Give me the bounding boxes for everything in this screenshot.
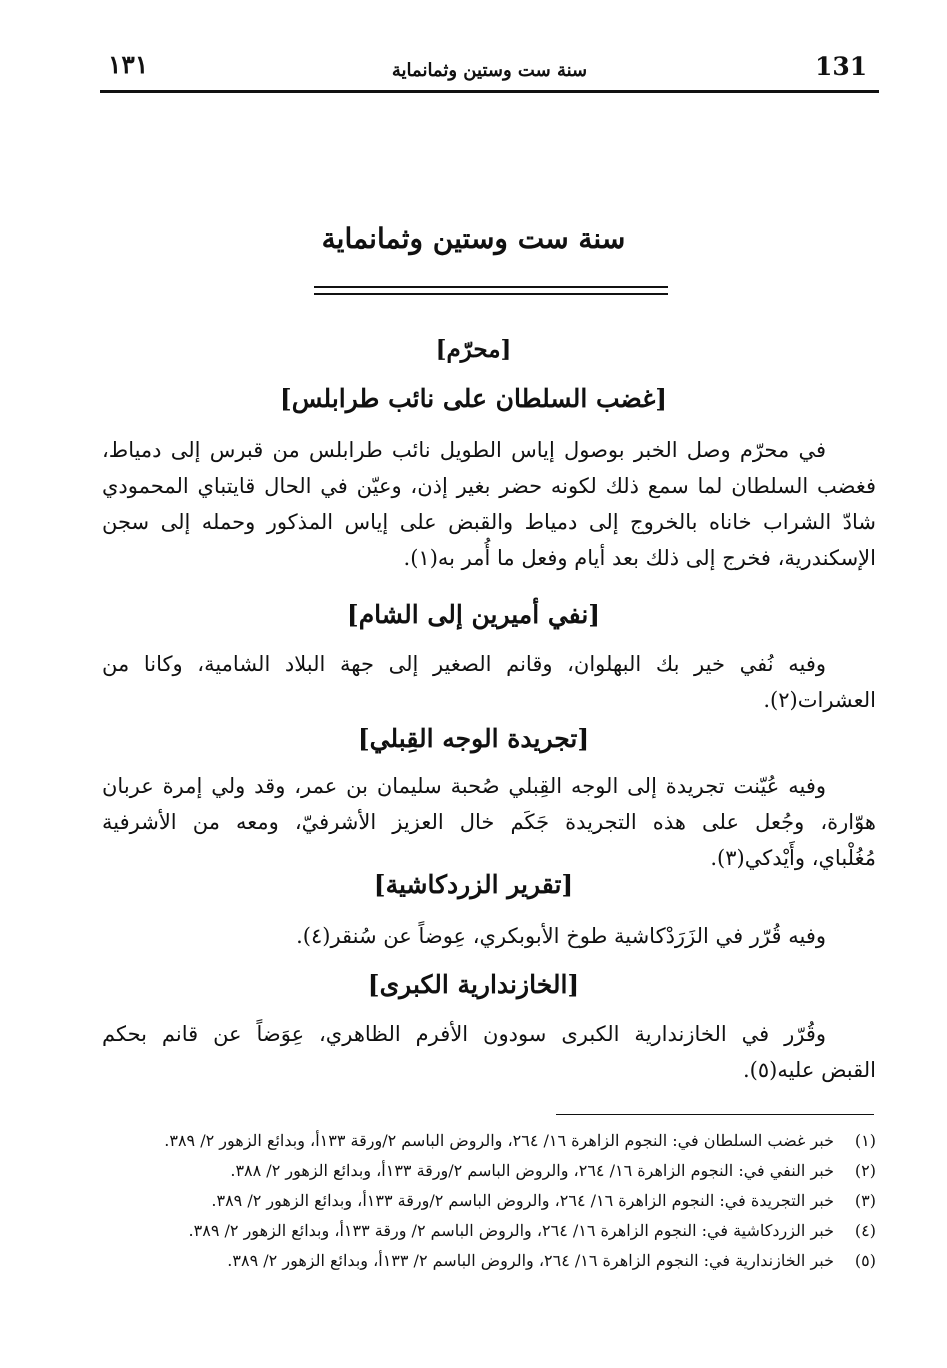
footnote-number: (٤)	[854, 1221, 876, 1240]
footnote-number: (٥)	[854, 1251, 876, 1270]
running-title: سنة ست وستين وثمانماية	[391, 60, 588, 81]
footnote	[118, 1186, 876, 1216]
paragraph-line: مُغُلْباي، وأَيْدكي(٣).	[710, 846, 876, 870]
footnote	[118, 1246, 876, 1276]
paragraph-line: شادّ الشراب خاناه بالخروج إلى دمياط والقبض على إياس المذكور وحمله إلى سجن	[102, 510, 876, 534]
paragraph-line: وقُرّر في الخازندارية الكبرى سودون الأفرم الظاهري، عِوَضاً عن قانم بحكم	[102, 1022, 826, 1046]
page-number-arabic: ١٣١	[108, 50, 149, 79]
footnote-number: (٢)	[854, 1161, 876, 1180]
section-paragraph	[102, 918, 876, 954]
paragraph-line: هوّارة، وجُعل على هذه التجريدة جَكَم خال العزيز الأشرفيّ، ومعه من الأشرفية	[102, 810, 876, 834]
footnote-text: خبر الزردكاشية في: النجوم الزاهرة ١٦/ ٢٦٤، والروض الباسم ٢/ ورقة ١٣٣أ، وبدائع الزهور ٢/ ٣٨٩.	[188, 1221, 834, 1240]
footnote-text: خبر التجريدة في: النجوم الزاهرة ١٦/ ٢٦٤، والروض الباسم ٢/ورقة ١٣٣أ، وبدائع الزهور ٢/ ٣٨٩.	[211, 1191, 834, 1210]
month-heading: [محرّم]	[435, 336, 512, 363]
section-heading: [تقرير الزردكاشية]	[373, 870, 574, 899]
chapter-title: سنة ست وستين وثمانماية	[321, 222, 626, 255]
footnotes	[118, 1126, 876, 1276]
footnote	[118, 1216, 876, 1246]
section-paragraph	[102, 1016, 876, 1088]
footnote-text: خبر غضب السلطان في: النجوم الزاهرة ١٦/ ٢٦٤، والروض الباسم ٢/ورقة ١٣٣أ، وبدائع الزهور ٢/ ٣٨٩.	[164, 1131, 834, 1150]
footnote-rule	[556, 1114, 874, 1115]
footnote-number: (١)	[854, 1131, 876, 1150]
paragraph-line: وفيه نُفي خير بك البهلوان، وقانم الصغير إلى جهة البلاد الشامية، وكانا من	[102, 652, 826, 676]
page-number-latin: 131	[815, 52, 868, 81]
paragraph-line: العشرات(٢).	[763, 688, 876, 712]
section-heading: [غضب السلطان على نائب طرابلس]	[279, 384, 668, 413]
running-header	[100, 44, 879, 90]
section-heading: [تجريدة الوجه القِبلي]	[357, 724, 590, 753]
footnote	[118, 1156, 876, 1186]
paragraph-line: فغضب السلطان لما سمع ذلك لكونه حضر بغير إذن، وعيّن في الحال قايتباي المحمودي	[102, 474, 876, 498]
section-paragraph	[102, 768, 876, 876]
footnote	[118, 1126, 876, 1156]
paragraph-line: وفيه عُيّنت تجريدة إلى الوجه القِبلي صُحبة سليمان بن عمر، وقد ولي إمرة عربان	[102, 774, 826, 798]
paragraph-line: الإسكندرية، فخرج إلى ذلك بعد أيام وفعل ما أُمر به(١).	[403, 546, 876, 570]
section-heading: [الخازندارية الكبرى]	[367, 970, 580, 999]
footnote-number: (٣)	[854, 1191, 876, 1210]
paragraph-line: في محرّم وصل الخبر بوصول إياس الطويل نائب طرابلس من قبرس إلى دمياط،	[102, 438, 826, 462]
title-rule-bottom	[314, 293, 668, 295]
title-rule-top	[314, 286, 668, 288]
section-heading: [نفي أميرين إلى الشام]	[346, 600, 601, 629]
header-rule	[100, 90, 879, 93]
footnote-text: خبر النفي في: النجوم الزاهرة ١٦/ ٢٦٤، والروض الباسم ٢/ورقة ١٣٣أ، وبدائع الزهور ٢/ ٣٨٨.	[230, 1161, 834, 1180]
footnote-text: خبر الخازندارية في: النجوم الزاهرة ١٦/ ٢٦٤، والروض الباسم ٢/ ١٣٣أ، وبدائع الزهور ٢/ ٣٨٩.	[227, 1251, 834, 1270]
paragraph-line: القبض عليه(٥).	[742, 1058, 876, 1082]
section-paragraph	[102, 432, 876, 576]
paragraph-line: وفيه قُرّر في الزَرَدْكاشية طوخ الأبوبكري، عِوضاً عن سُنقر(٤).	[296, 924, 826, 948]
section-paragraph	[102, 646, 876, 718]
